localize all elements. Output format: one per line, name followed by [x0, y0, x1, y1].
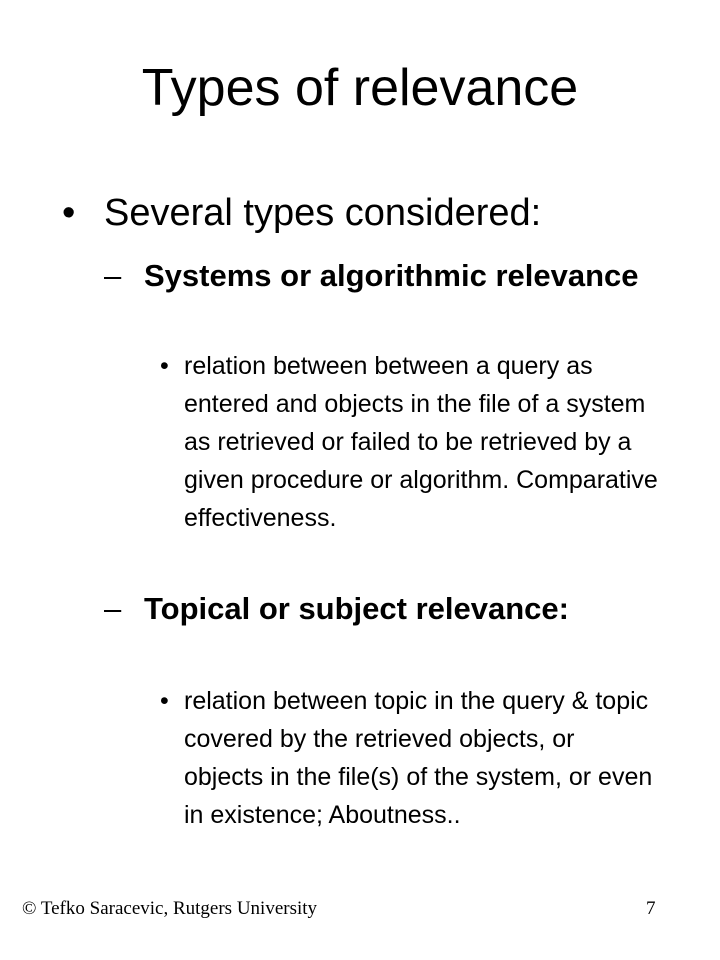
detail-topical-relevance: [160, 682, 660, 834]
subheading-text: Topical or subject relevance:: [144, 591, 569, 626]
detail-systems-relevance: [160, 347, 660, 537]
detail-text: relation between topic in the query & topic covered by the retrieved objects, or objects in the file(s) of the system, or even in existence; Aboutness..: [184, 687, 653, 829]
subheading-text: Systems or algorithmic relevance: [144, 258, 639, 293]
subheading-systems-relevance: [104, 254, 664, 297]
slide-title: Types of relevance: [141, 59, 579, 117]
footer-copyright: © Tefko Saracevic, Rutgers University: [22, 898, 318, 919]
footer-page-number: 7: [646, 898, 656, 919]
bullet-marker: •: [160, 687, 169, 715]
dash-marker: –: [104, 591, 122, 626]
detail-text: relation between between a query as entered and objects in the file of a system as retrieved or failed to be retrieved by a given procedure or algorithm. Comparative effectiveness.: [184, 352, 658, 532]
subheading-topical-relevance: [104, 587, 664, 630]
bullet-marker: •: [160, 352, 169, 380]
dash-marker: –: [104, 258, 122, 293]
bullet-text: Several types considered:: [104, 192, 542, 234]
bullet-marker: •: [62, 192, 76, 234]
